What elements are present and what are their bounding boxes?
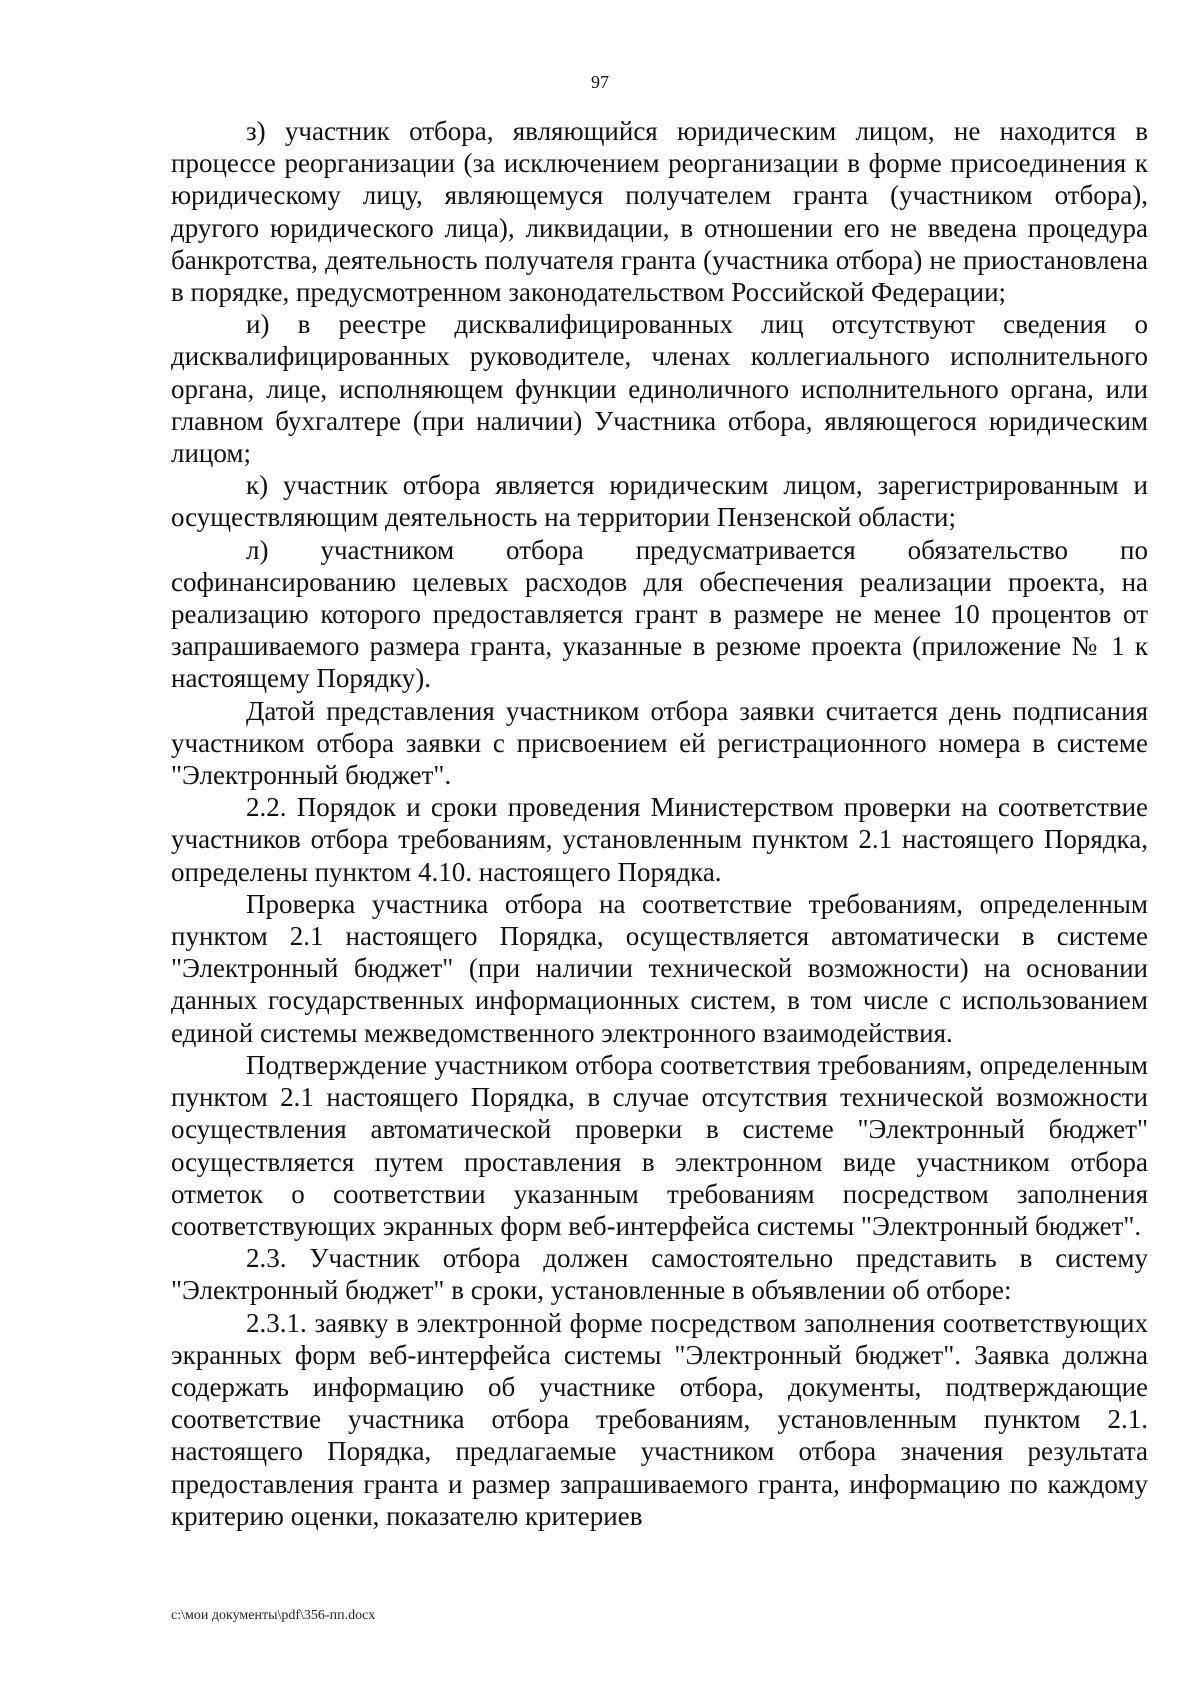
paragraph-2-3-submission: 2.3. Участник отбора должен самостоятельно представить в систему "Электронный бюджет" в сроки, установленные в объявлении об отборе: — [171, 1243, 1148, 1306]
paragraph-i-disqualified-registry: и) в реестре дисквалифицированных лиц отсутствуют сведения о дисквалифицированных руководителе, членах коллегиального исполнительного органа, лице, исполняющем функции единоличного исполнительного органа, или главном бухгалтере (при наличии) Участника отбора, являющегося юридическим лицом; — [171, 309, 1148, 469]
paragraph-confirmation: Подтверждение участником отбора соответствия требованиям, определенным пунктом 2.1 настоящего Порядка, в случае отсутствия технической возможности осуществления автоматической проверки в системе "Электронный бюджет" осуществляется путем проставления в электронном виде участником отбора отметок о соответствии указанным требованиям посредством заполнения соответствующих экранных форм веб-интерфейса системы "Электронный бюджет". — [171, 1049, 1148, 1241]
footer-file-path: c:\мои документы\pdf\356-пп.docx — [171, 1608, 376, 1623]
document-body — [171, 115, 1148, 1532]
paragraph-2-3-1-application: 2.3.1. заявку в электронной форме посредством заполнения соответствующих экранных форм веб-интерфейса системы "Электронный бюджет". Заявка должна содержать информацию об участнике отбора, документы, подтверждающие соответствие участника отбора требованиям, установленным пунктом 2.1. настоящего Порядка, предлагаемые участником отбора значения результата предоставления гранта и размер запрашиваемого гранта, информацию по каждому критерию оценки, показателю критериев — [171, 1307, 1148, 1531]
paragraph-l-cofinancing: л) участником отбора предусматривается обязательство по софинансированию целевых расходов для обеспечения реализации проекта, на реализацию которого предоставляется грант в размере не менее 10 процентов от запрашиваемого размера гранта, указанные в резюме проекта (приложение № 1 к настоящему Порядку). — [171, 534, 1148, 694]
page-number: 97 — [591, 72, 609, 92]
paragraph-2-2-verification-order: 2.2. Порядок и сроки проведения Министерством проверки на соответствие участников отбора требованиям, установленным пунктом 2.1 настоящего Порядка, определены пунктом 4.10. настоящего Порядка. — [171, 792, 1148, 887]
paragraph-z-reorganization: з) участник отбора, являющийся юридическим лицом, не находится в процессе реорганизации (за исключением реорганизации в форме присоединения к юридическому лицу, являющемуся получателем гранта (участником отбора), другого юридического лица), ликвидации, в отношении его не введена процедура банкротства, деятельность получателя гранта (участника отбора) не приостановлена в порядке, предусмотренном законодательством Российской Федерации; — [171, 116, 1148, 308]
paragraph-submission-date: Датой представления участником отбора заявки считается день подписания участником отбора заявки с присвоением ей регистрационного номера в системе "Электронный бюджет". — [171, 695, 1148, 791]
paragraph-automatic-check: Проверка участника отбора на соответствие требованиям, определенным пунктом 2.1 настоящего Порядка, осуществляется автоматически в системе "Электронный бюджет" (при наличии технической возможности) на основании данных государственных информационных систем, в том числе с использованием единой системы межведомственного электронного взаимодействия. — [171, 888, 1148, 1048]
paragraph-k-registration: к) участник отбора является юридическим лицом, зарегистрированным и осуществляющим деятельность на территории Пензенской области; — [171, 470, 1148, 533]
